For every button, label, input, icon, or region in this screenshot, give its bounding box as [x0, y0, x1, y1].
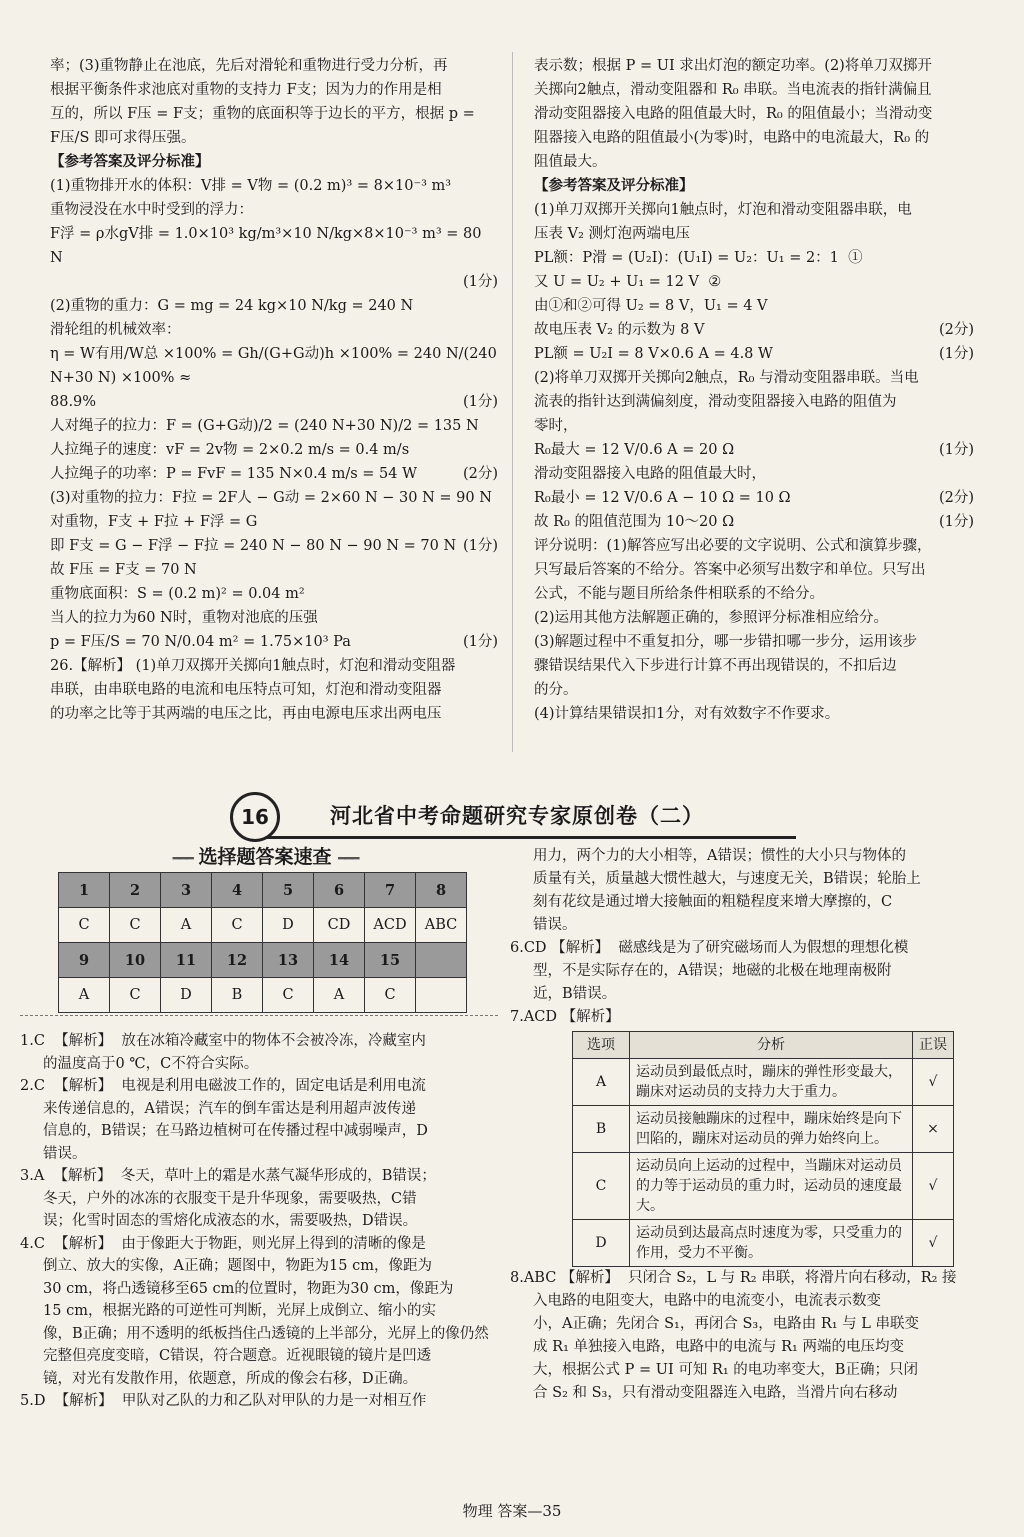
answer-cell: C [365, 978, 416, 1013]
text-line: 冬天，户外的冰冻的衣服变干是升华现象，需要吸热，C错 [20, 1190, 417, 1207]
text-line: 30 cm，将凸透镜移至65 cm的位置时，物距为30 cm，像距为 [20, 1280, 454, 1297]
right-bottom-text-bottom [510, 1267, 976, 1405]
question-number-cell: 10 [110, 943, 161, 978]
text-line: 故 F压 = F支 = 70 N [50, 562, 197, 578]
question-number-cell: 5 [263, 873, 314, 908]
text-line: 3.A 【解析】 冬天，草叶上的霜是水蒸气凝华形成的，B错误； [20, 1168, 436, 1184]
text-line: 质量有关，质量越大惯性越大，与速度无关，B错误；轮胎上 [510, 871, 921, 887]
section-banner [230, 792, 800, 840]
section-divider [20, 1015, 498, 1016]
section-title: 河北省中考命题研究专家原创卷（二） [330, 804, 704, 828]
text-line [50, 462, 498, 486]
text-line: 又 U = U₂ + U₁ = 12 V ② [534, 274, 722, 290]
text-line: 阻器接入电路的阻值最小(为零)时，电路中的电流最大，R₀ 的 [534, 130, 930, 146]
text-line: 7.ACD 【解析】 [510, 1009, 620, 1025]
text-line: 互的，所以 F压 = F支；重物的底面积等于边长的平方，根据 p = [50, 106, 475, 122]
right-column-bottom [510, 845, 976, 1405]
text-line: 误；化雪时固态的雪熔化成液态的水，需要吸热，D错误。 [20, 1213, 418, 1229]
text-line: 公式，不能与题目所给条件相联系的不给分。 [534, 586, 824, 602]
text-line: η = W有用/W总 ×100% = Gh/(G+G动)h ×100% = 240 N/(240 N+30 N) ×100% ≈ [50, 346, 502, 386]
text-line [534, 510, 974, 534]
text-line: (3)对重物的拉力：F拉 = 2F人 − G动 = 2×60 N − 30 N = 90 N [50, 490, 492, 506]
page-footer: 物理 答案—35 [462, 1502, 562, 1520]
text-line: 表示数；根据 P = UI 求出灯泡的额定功率。(2)将单刀双掷开 [534, 58, 932, 74]
text-line: 当人的拉力为60 N时，重物对池底的压强 [50, 610, 318, 626]
answer-row [59, 943, 467, 978]
text-line: 人拉绳子的速度：vF = 2v物 = 2×0.2 m/s = 0.4 m/s [50, 442, 410, 458]
line-text: 即 F支 = G − F浮 − F拉 = 240 N − 80 N − 90 N = 70 N [50, 538, 457, 554]
question-number-cell: 11 [161, 943, 212, 978]
answer-cell: CD [314, 908, 365, 943]
text-line: 完整但亮度变暗，C错误，符合题意。近视眼镜的镜片是凹透 [20, 1348, 432, 1364]
section-number: 16 [230, 792, 280, 842]
banner-underline [266, 836, 796, 839]
score-mark: (1分) [938, 442, 974, 458]
left-column-top [50, 54, 502, 726]
text-line: 镜，对光有发散作用，依题意，所成的像会右移，D正确。 [20, 1370, 418, 1387]
text-line: (2)将单刀双掷开关掷向2触点，R₀ 与滑动变阻器串联。当电 [534, 370, 919, 386]
verdict-cell: × [913, 1106, 954, 1153]
text-line: 压表 V₂ 测灯泡两端电压 [534, 226, 691, 242]
answer-cell [416, 978, 467, 1013]
text-line [50, 270, 498, 294]
text-line: 大，根据公式 P = UI 可知 R₁ 的电功率变大，B正确；只闭 [510, 1362, 918, 1378]
text-line: 错误。 [20, 1145, 87, 1162]
line-text: 人拉绳子的功率：P = FvF = 135 N×0.4 m/s = 54 W [50, 466, 418, 482]
question-number-cell: 4 [212, 873, 263, 908]
text-line: 对重物，F支 + F拉 + F浮 = G [50, 514, 258, 530]
text-line: 15 cm，根据光路的可逆性可判断，光屏上成倒立、缩小的实 [20, 1303, 436, 1319]
question-number-cell: 2 [110, 873, 161, 908]
option-cell: B [573, 1106, 630, 1153]
text-line: 错误。 [510, 917, 577, 933]
analysis-header-row [573, 1032, 954, 1059]
text-line: (3)解题过程中不重复扣分，哪一步错扣哪一步分，运用该步 [534, 634, 918, 650]
answer-cell: ACD [365, 908, 416, 943]
text-line: 串联，由串联电路的电流和电压特点可知，灯泡和滑动变阻器 [50, 682, 442, 698]
text-line: 入电路的电阻变大，电路中的电流变小，电流表示数变 [510, 1293, 882, 1309]
answer-row [59, 908, 467, 943]
text-line: 6.CD 【解析】 磁感线是为了研究磁场而人为假想的理想化模 [510, 940, 909, 956]
question-number-cell: 12 [212, 943, 263, 978]
text-line: 合 S₂ 和 S₃，只有滑动变阻器连入电路，当滑片向右移动 [510, 1385, 898, 1401]
line-text: 故电压表 V₂ 的示数为 8 V [534, 322, 705, 338]
question-number-cell: 14 [314, 943, 365, 978]
analysis-cell: 运动员到达最高点时速度为零，只受重力的作用，受力不平衡。 [630, 1220, 913, 1267]
line-text: 88.9% [50, 394, 97, 410]
answer-cell: C [263, 978, 314, 1013]
score-mark: (1分) [938, 346, 974, 362]
score-mark: (1分) [462, 634, 498, 650]
quick-answer-table [58, 872, 467, 1013]
text-line [534, 342, 974, 366]
answer-row [59, 978, 467, 1013]
text-line: 【参考答案及评分标准】 [50, 153, 210, 170]
text-line: 重物浸没在水中时受到的浮力： [50, 202, 253, 218]
score-mark: (1分) [462, 538, 498, 554]
text-line [534, 486, 974, 510]
quick-answer-title: ━━━ 选择题答案速查 ━━━ [172, 846, 358, 868]
answer-cell: D [161, 978, 212, 1013]
option-cell: A [573, 1059, 630, 1106]
text-line: (2)运用其他方法解题正确的，参照评分标准相应给分。 [534, 610, 889, 626]
text-line: 评分说明：(1)解答应写出必要的文字说明、公式和演算步骤， [534, 538, 932, 554]
right-column-top [534, 54, 974, 726]
analysis-cell: 运动员向上运动的过程中，当蹦床对运动员的力等于运动员的重力时，运动员的速度最大。 [630, 1153, 913, 1220]
question-number-cell: 15 [365, 943, 416, 978]
question-number-cell: 7 [365, 873, 416, 908]
text-line: 的分。 [534, 682, 578, 698]
text-line: 型，不是实际存在的，A错误；地磁的北极在地理南极附 [510, 963, 892, 979]
verdict-cell: √ [913, 1153, 954, 1220]
answer-cell: C [110, 978, 161, 1013]
text-line [50, 630, 498, 654]
analysis-row [573, 1220, 954, 1267]
text-line: 5.D 【解析】 甲队对乙队的力和乙队对甲队的力是一对相互作 [20, 1393, 427, 1409]
analysis-row [573, 1059, 954, 1106]
text-line: 的温度高于0 ℃，C不符合实际。 [20, 1055, 259, 1072]
text-line: (4)计算结果错误扣1分，对有效数字不作要求。 [534, 706, 840, 722]
text-line: 由①和②可得 U₂ = 8 V，U₁ = 4 V [534, 298, 768, 314]
text-line: 8.ABC 【解析】 只闭合 S₂，L 与 R₂ 串联，将滑片向右移动，R₂ 接 [510, 1270, 957, 1286]
text-line: 滑动变阻器接入电路的阻值最大时， [534, 466, 766, 482]
score-mark: (1分) [462, 394, 498, 410]
question-number-cell [416, 943, 467, 978]
text-line: 只写最后答案的不给分。答案中必须写出数字和单位。只写出 [534, 562, 926, 578]
text-line: 近，B错误。 [510, 986, 617, 1002]
answer-cell: A [59, 978, 110, 1013]
option-cell: D [573, 1220, 630, 1267]
question-number-cell: 13 [263, 943, 314, 978]
answer-cell: B [212, 978, 263, 1013]
question-7-analysis-table [572, 1031, 954, 1267]
text-line: 人对绳子的拉力：F = (G+G动)/2 = (240 N+30 N)/2 = 135 N [50, 418, 479, 434]
text-line: 信息的，B错误；在马路边植树可在传播过程中减弱噪声，D [20, 1123, 428, 1139]
score-mark: (2分) [462, 466, 498, 482]
text-line: 倒立、放大的实像，A正确；题图中，物距为15 cm，像距为 [20, 1258, 432, 1274]
answer-cell: ABC [416, 908, 467, 943]
text-line: 4.C 【解析】 由于像距大于物距，则光屏上得到的清晰的像是 [20, 1235, 426, 1252]
question-number-cell: 1 [59, 873, 110, 908]
answer-cell: D [263, 908, 314, 943]
question-number-cell: 9 [59, 943, 110, 978]
line-text: p = F压/S = 70 N/0.04 m² = 1.75×10³ Pa [50, 634, 351, 650]
text-line: 骤错误结果代入下步进行计算不再出现错误的，不扣后边 [534, 658, 897, 674]
verdict-cell: √ [913, 1220, 954, 1267]
analysis-header-cell: 分析 [630, 1032, 913, 1059]
text-line: 【参考答案及评分标准】 [534, 177, 694, 194]
text-line: 率；(3)重物静止在池底，先后对滑轮和重物进行受力分析，再 [50, 58, 448, 74]
question-number-cell: 6 [314, 873, 365, 908]
text-line [534, 318, 974, 342]
answer-cell: A [314, 978, 365, 1013]
question-number-cell: 3 [161, 873, 212, 908]
text-line: 26.【解析】 (1)单刀双掷开关掷向1触点时，灯泡和滑动变阻器 [50, 658, 456, 674]
text-line: 来传递信息的，A错误；汽车的倒车雷达是利用超声波传递 [20, 1100, 417, 1117]
answer-cell: C [59, 908, 110, 943]
text-line: 重物底面积：S = (0.2 m)² = 0.04 m² [50, 586, 305, 602]
text-line: 用力，两个力的大小相等，A错误；惯性的大小只与物体的 [510, 848, 907, 864]
text-line: 滑动变阻器接入电路的阻值最大时，R₀ 的阻值最小；当滑动变 [534, 106, 933, 122]
text-line: (1)重物排开水的体积：V排 = V物 = (0.2 m)³ = 8×10⁻³ m³ [50, 178, 452, 194]
text-line [50, 534, 498, 558]
text-line: 的功率之比等于其两端的电压之比，再由电源电压求出两电压 [50, 706, 442, 722]
line-text: R₀最小 = 12 V/0.6 A − 10 Ω = 10 Ω [534, 490, 791, 506]
answer-cell: C [212, 908, 263, 943]
text-line: 滑轮组的机械效率： [50, 322, 181, 338]
text-line: 1.C 【解析】 放在冰箱冷藏室中的物体不会被冷冻，冷藏室内 [20, 1033, 426, 1049]
answer-row [59, 873, 467, 908]
right-bottom-text-top [510, 845, 976, 1029]
text-line: F压/S 即可求得压强。 [50, 130, 196, 146]
option-cell: C [573, 1153, 630, 1220]
text-line: (1)单刀双掷开关掷向1触点时，灯泡和滑动变阻器串联，电 [534, 202, 912, 218]
text-line: 成 R₁ 单独接入电路，电路中的电流与 R₁ 两端的电压均变 [510, 1339, 904, 1355]
column-divider [512, 52, 513, 752]
score-mark: (1分) [462, 274, 498, 290]
text-line: 刻有花纹是通过增大接触面的粗糙程度来增大摩擦的，C [510, 894, 893, 910]
quick-answer-section [50, 842, 480, 1013]
text-line: 根据平衡条件求池底对重物的支持力 F支；因为力的作用是相 [50, 82, 442, 98]
text-line [534, 438, 974, 462]
score-mark: (1分) [938, 514, 974, 530]
analysis-row [573, 1153, 954, 1220]
line-text: PL额 = U₂I = 8 V×0.6 A = 4.8 W [534, 346, 773, 362]
analysis-header-cell: 选项 [573, 1032, 630, 1059]
score-mark: (2分) [938, 490, 974, 506]
line-text: 故 R₀ 的阻值范围为 10～20 Ω [534, 514, 735, 530]
analysis-header-cell: 正误 [913, 1032, 954, 1059]
text-line: 2.C 【解析】 电视是利用电磁波工作的，固定电话是利用电流 [20, 1078, 426, 1094]
analysis-row [573, 1106, 954, 1153]
text-line: 关掷向2触点，滑动变阻器和 R₀ 串联。当电流表的指针满偏且 [534, 82, 932, 98]
left-column-bottom [20, 1030, 496, 1413]
analysis-cell: 运动员接触蹦床的过程中，蹦床始终是向下凹陷的，蹦床对运动员的弹力始终向上。 [630, 1106, 913, 1153]
answer-cell: A [161, 908, 212, 943]
question-number-cell: 8 [416, 873, 467, 908]
text-line: 零时， [534, 418, 578, 434]
verdict-cell: √ [913, 1059, 954, 1106]
text-line: PL额：P滑 = (U₂I)：(U₁I) = U₂：U₁ = 2：1 ① [534, 250, 863, 266]
text-line: (2)重物的重力：G = mg = 24 kg×10 N/kg = 240 N [50, 298, 414, 314]
text-line: 小，A正确；先闭合 S₁，再闭合 S₃，电路由 R₁ 与 L 串联变 [510, 1316, 920, 1332]
analysis-cell: 运动员到最低点时，蹦床的弹性形变最大，蹦床对运动员的支持力大于重力。 [630, 1059, 913, 1106]
score-mark: (2分) [938, 322, 974, 338]
answer-cell: C [110, 908, 161, 943]
text-line: 像，B正确；用不透明的纸板挡住凸透镜的上半部分，光屏上的像仍然 [20, 1325, 489, 1342]
text-line: 阻值最大。 [534, 154, 607, 170]
text-line: F浮 = ρ水gV排 = 1.0×10³ kg/m³×10 N/kg×8×10⁻³ m³ = 80 N [50, 226, 487, 266]
text-line [50, 390, 498, 414]
line-text: R₀最大 = 12 V/0.6 A = 20 Ω [534, 442, 735, 458]
text-line: 流表的指针达到满偏刻度，滑动变阻器接入电路的阻值为 [534, 394, 897, 410]
